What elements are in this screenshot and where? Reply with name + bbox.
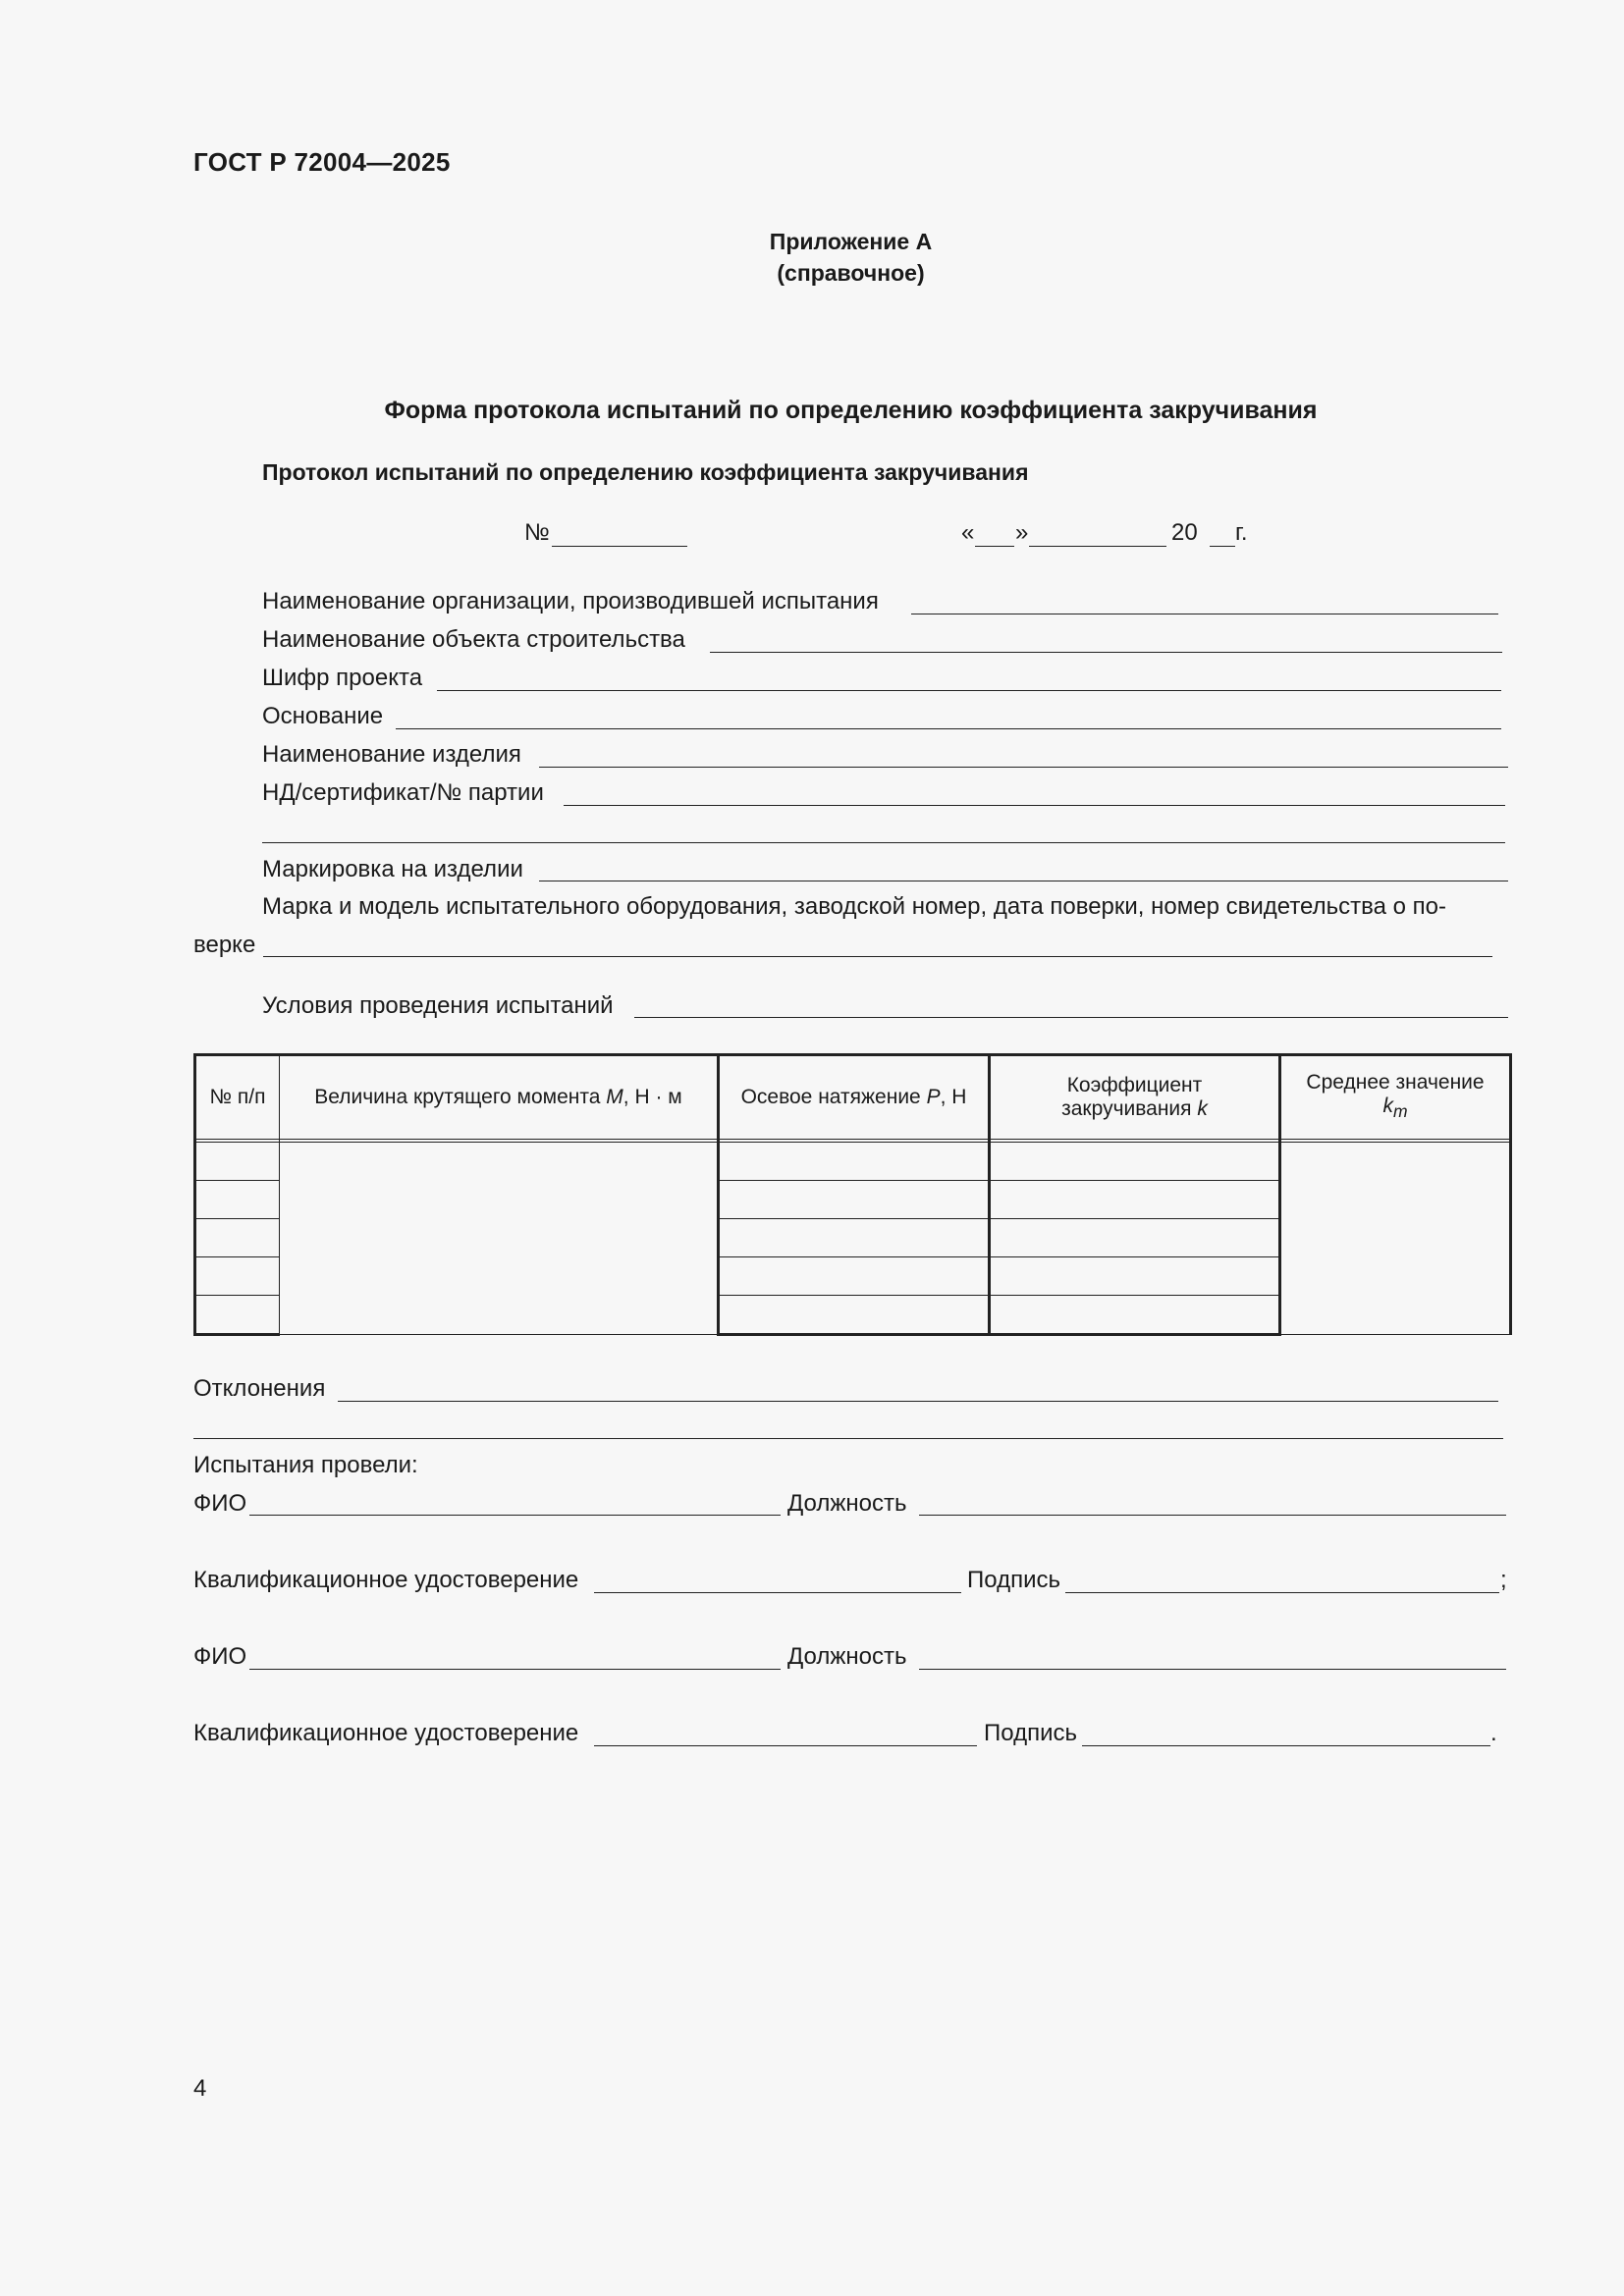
cell-tension[interactable] xyxy=(719,1296,990,1335)
page-number: 4 xyxy=(193,2075,207,2102)
col-coefficient-label-1: Коэффициент xyxy=(1066,1074,1203,1096)
col-tension-var: P xyxy=(926,1086,941,1108)
field-basis-blank[interactable] xyxy=(396,728,1501,729)
qualification-label-1: Квалификационное удостоверение xyxy=(193,1567,579,1593)
col-torque-label: Величина крутящего момента xyxy=(314,1086,607,1108)
results-table xyxy=(193,1053,1512,1336)
fio-label-1: ФИО xyxy=(193,1490,247,1517)
signature-end-2: . xyxy=(1490,1720,1497,1746)
cell-number[interactable] xyxy=(195,1181,280,1219)
field-product-name-label: Наименование изделия xyxy=(262,741,521,768)
document-code: ГОСТ Р 72004—2025 xyxy=(193,147,451,177)
cell-number[interactable] xyxy=(195,1296,280,1335)
form-title: Форма протокола испытаний по определению коэффициента закручивания xyxy=(384,397,1318,424)
signature-label-1: Подпись xyxy=(967,1567,1060,1593)
table-header-row xyxy=(195,1055,1511,1140)
field-organization-label: Наименование организации, производившей испытания xyxy=(262,588,879,614)
position-label-1: Должность xyxy=(787,1490,907,1517)
col-torque-unit: , Н · м xyxy=(623,1086,682,1108)
cell-coefficient[interactable] xyxy=(990,1219,1280,1257)
year-label: 20 xyxy=(1171,519,1198,546)
cell-tension[interactable] xyxy=(719,1143,990,1181)
month-blank[interactable] xyxy=(1029,546,1166,547)
col-coefficient-header xyxy=(990,1055,1280,1140)
year-suffix: г. xyxy=(1235,519,1248,546)
field-basis-label: Основание xyxy=(262,703,384,729)
deviations-label: Отклонения xyxy=(193,1375,326,1402)
field-nd-certificate-continuation[interactable] xyxy=(262,842,1505,843)
col-coefficient-var: k xyxy=(1197,1097,1208,1120)
signature-end-1: ; xyxy=(1500,1567,1507,1593)
col-torque-header xyxy=(280,1055,719,1140)
cell-tension[interactable] xyxy=(719,1181,990,1219)
cell-coefficient[interactable] xyxy=(990,1296,1280,1335)
col-average-sub: m xyxy=(1392,1101,1408,1122)
tested-by-label: Испытания провели: xyxy=(193,1452,418,1478)
year-blank[interactable] xyxy=(1210,546,1235,547)
col-tension-unit: , Н xyxy=(940,1086,967,1108)
col-average-header xyxy=(1280,1055,1511,1140)
cell-torque[interactable] xyxy=(280,1143,719,1335)
cell-number[interactable] xyxy=(195,1257,280,1296)
deviations-blank[interactable] xyxy=(338,1401,1498,1402)
appendix-subtitle: (справочное) xyxy=(777,260,925,286)
field-conditions-label: Условия проведения испытаний xyxy=(262,992,614,1019)
cell-tension[interactable] xyxy=(719,1257,990,1296)
field-project-code-label: Шифр проекта xyxy=(262,665,423,691)
position-blank-1[interactable] xyxy=(919,1515,1506,1516)
position-label-2: Должность xyxy=(787,1643,907,1670)
field-product-name-blank[interactable] xyxy=(539,767,1508,768)
signature-blank-1[interactable] xyxy=(1065,1592,1499,1593)
cell-number[interactable] xyxy=(195,1143,280,1181)
field-project-code-blank[interactable] xyxy=(437,690,1501,691)
qualification-label-2: Квалификационное удостоверение xyxy=(193,1720,579,1746)
col-number-header xyxy=(195,1055,280,1140)
appendix-heading xyxy=(0,226,1624,289)
cell-average[interactable] xyxy=(1280,1143,1511,1335)
field-nd-certificate-blank[interactable] xyxy=(564,805,1505,806)
field-object-label: Наименование объекта строительства xyxy=(262,626,685,653)
date-open-quote: « xyxy=(961,519,975,546)
cell-tension[interactable] xyxy=(719,1219,990,1257)
qualification-blank-2[interactable] xyxy=(594,1745,977,1746)
day-blank[interactable] xyxy=(975,546,1014,547)
protocol-title: Протокол испытаний по определению коэффициента закручивания xyxy=(262,459,1029,485)
fio-blank-2[interactable] xyxy=(249,1669,781,1670)
cell-number[interactable] xyxy=(195,1219,280,1257)
fio-blank-1[interactable] xyxy=(249,1515,781,1516)
field-nd-certificate-label: НД/сертификат/№ партии xyxy=(262,779,544,806)
position-blank-2[interactable] xyxy=(919,1669,1506,1670)
field-object-blank[interactable] xyxy=(710,652,1502,653)
col-tension-header xyxy=(719,1055,990,1140)
number-blank[interactable] xyxy=(552,546,687,547)
col-coefficient-label-2: закручивания xyxy=(1061,1097,1198,1120)
col-average-var: k xyxy=(1382,1095,1393,1118)
field-equipment-blank[interactable] xyxy=(263,956,1492,957)
cell-coefficient[interactable] xyxy=(990,1257,1280,1296)
cell-coefficient[interactable] xyxy=(990,1181,1280,1219)
deviations-blank-2[interactable] xyxy=(193,1438,1503,1439)
date-close-quote: » xyxy=(1015,519,1029,546)
field-equipment-label-cont: верке xyxy=(193,932,256,958)
qualification-blank-1[interactable] xyxy=(594,1592,961,1593)
col-tension-label: Осевое натяжение xyxy=(740,1086,927,1108)
table-row xyxy=(195,1143,1511,1181)
col-torque-var: M xyxy=(606,1086,623,1108)
field-marking-label: Маркировка на изделии xyxy=(262,856,523,882)
cell-coefficient[interactable] xyxy=(990,1143,1280,1181)
field-equipment-label: Марка и модель испытательного оборудования, заводской номер, дата поверки, номер свидетельства о по- xyxy=(262,893,1446,920)
number-label: № xyxy=(524,519,550,546)
signature-blank-2[interactable] xyxy=(1082,1745,1490,1746)
fio-label-2: ФИО xyxy=(193,1643,247,1670)
col-average-label: Среднее значение xyxy=(1306,1071,1485,1095)
appendix-title: Приложение А xyxy=(769,229,933,254)
col-number-label: № п/п xyxy=(209,1086,266,1108)
field-conditions-blank[interactable] xyxy=(634,1017,1508,1018)
signature-label-2: Подпись xyxy=(984,1720,1077,1746)
